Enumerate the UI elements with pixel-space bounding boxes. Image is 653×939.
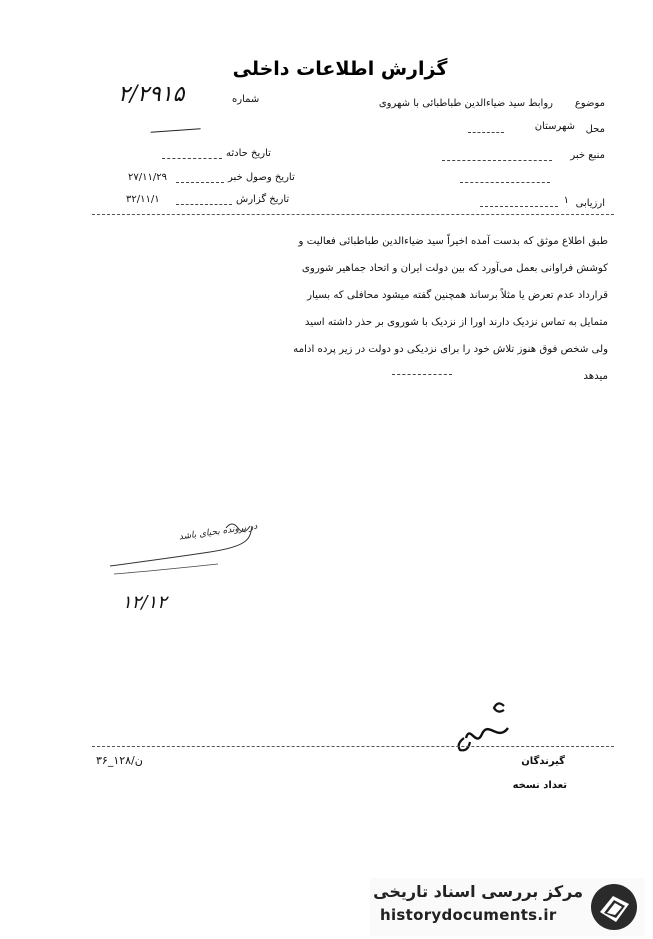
event-date-dash [162,158,222,159]
grade-dash [480,206,558,207]
body-end-dash [392,374,452,375]
number-label: شماره [232,94,260,105]
grade-value: ۱ [563,195,569,206]
handwritten-document-number: ۲/۲۹۱۵ [118,82,185,107]
report-date-dash [176,204,232,205]
event-date-label: تاریخ حادثه [226,148,271,159]
received-date-label: تاریخ وصول خبر [228,172,295,183]
grade-label: ارزیابی [575,198,605,209]
source-dash-2 [460,182,550,183]
watermark-logo [370,878,645,936]
receivers-label: گیرندگان [521,756,565,767]
body-line: متمایل به تماس نزدیک دارند اورا از نزدیک با شوروی بر حذر داشته اسید [304,317,608,328]
number-underline [149,110,200,132]
document-title: گزارش اطلاعات داخلی [232,58,448,80]
copies-label: تعداد نسخه [512,780,567,791]
source-dash [442,160,552,161]
footer-divider [92,746,614,747]
document-code: ۳۶_۱۲۸/ن [96,754,143,767]
received-date-dash [176,182,224,183]
handwritten-note: در پرونده بحیای باشد [178,521,258,543]
body-line: ولی شخص فوق هنوز تلاش خود را برای نزدیکی دو دولت در زیر پرده ادامه [293,344,608,355]
place-value: شهرستان [534,121,575,132]
report-date-label: تاریخ گزارش [236,194,290,205]
subject-label: موضوع [574,98,605,109]
body-line: کوشش فراوانی بعمل می‌آورد که بین دولت ایران و اتحاد جماهیر شوروی [301,263,608,274]
book-logo-icon [589,882,639,932]
watermark-org-name: مرکز بررسی اسناد تاریخی [373,882,583,901]
place-dash [468,132,504,133]
handwritten-page-number: ۱۲/۱۲ [122,592,167,613]
watermark-url: historydocuments.ir [380,906,557,924]
body-line: طبق اطلاع موثق که بدست آمده اخیراً سید ضیاءالدین طباطبائی فعالیت و [298,236,608,247]
subject-value: روابط سید ضیاءالدین طباطبائی با شهروی [378,98,553,109]
signature-mark [448,698,518,756]
report-body [100,236,608,398]
handwriting-scribble [100,518,260,588]
header-divider [92,214,614,215]
place-label: محل [585,124,605,135]
report-date-value: ۳۲/۱۱/۱ [126,194,160,205]
body-line: میدهد [583,371,608,382]
body-line: قرارداد عدم تعرض یا مثلاً برساند همچنین گفته میشود محافلی که بسیار [307,290,608,301]
source-label: منبع خبر [570,150,605,161]
received-date-value: ۲۷/۱۱/۲۹ [128,172,167,183]
